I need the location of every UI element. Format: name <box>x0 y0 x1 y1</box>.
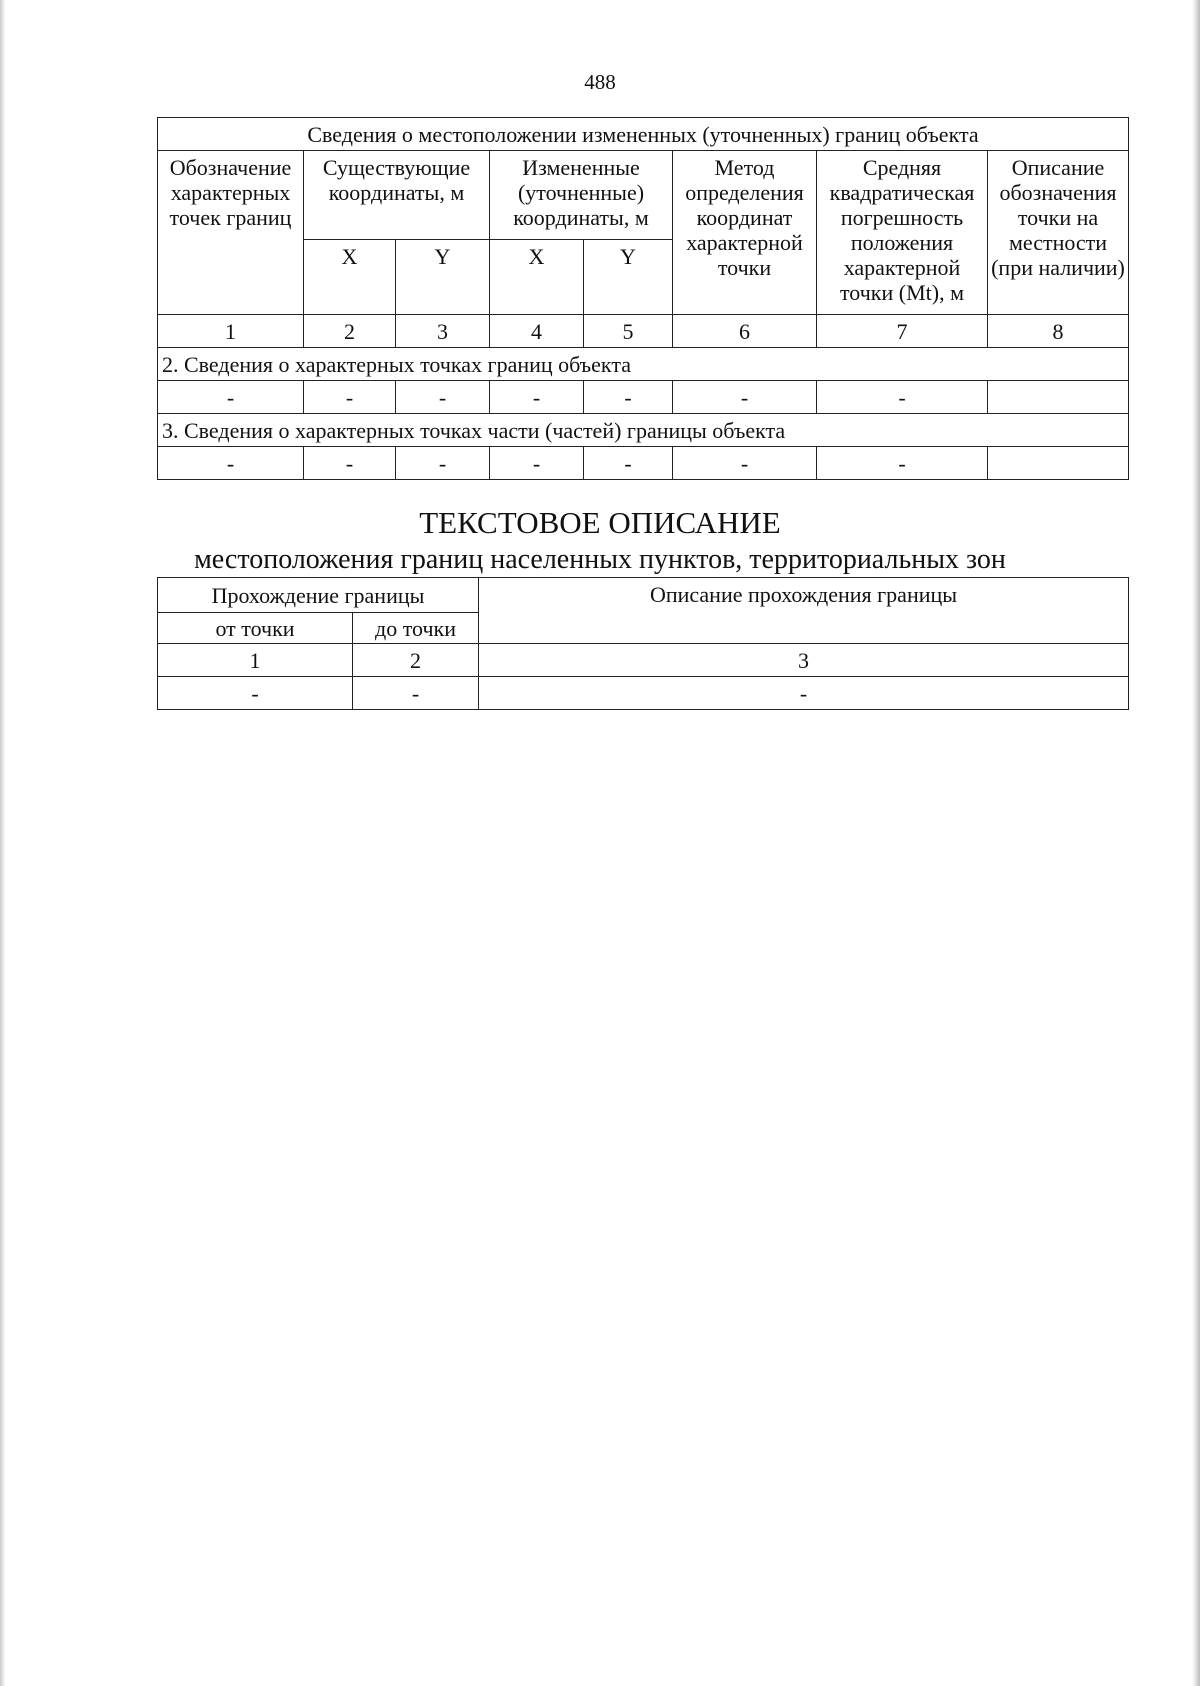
table-cell: - <box>158 447 304 480</box>
table-cell <box>988 447 1129 480</box>
table-cell: - <box>817 447 988 480</box>
column-number: 2 <box>304 315 396 348</box>
header-from-point: от точки <box>158 613 353 644</box>
header-mean-error: Средняя квадратическая погрешность положения характерной точки (Mt), м <box>817 151 988 315</box>
column-number: 3 <box>479 644 1129 677</box>
column-numbers-row <box>158 644 1129 677</box>
section-2-title-row <box>158 348 1129 381</box>
table-cell: - <box>817 381 988 414</box>
text-description-title: ТЕКСТОВОЕ ОПИСАНИЕ <box>419 505 781 540</box>
table-cell <box>988 381 1129 414</box>
table-row <box>158 447 1129 480</box>
table-cell: - <box>673 447 817 480</box>
description-table-header-row <box>158 578 1129 613</box>
table-row <box>158 381 1129 414</box>
header-existing-y: Y <box>396 240 490 315</box>
table-cell: - <box>396 447 490 480</box>
table-cell: - <box>158 677 353 710</box>
column-number: 8 <box>988 315 1129 348</box>
section-2-title: 2. Сведения о характерных точках границ объекта <box>158 348 1129 381</box>
table-row <box>158 677 1129 710</box>
section-3-title-row <box>158 414 1129 447</box>
table-cell: - <box>304 381 396 414</box>
table-cell: - <box>158 381 304 414</box>
column-number: 3 <box>396 315 490 348</box>
text-description-subtitle: местоположения границ населенных пунктов, территориальных зон <box>194 544 1006 575</box>
column-number: 7 <box>817 315 988 348</box>
table-cell: - <box>584 447 673 480</box>
header-method: Метод определения координат характерной точки <box>673 151 817 315</box>
column-number: 4 <box>490 315 584 348</box>
header-changed-coordinates: Измененные (уточненные) координаты, м <box>490 151 673 240</box>
table-cell: - <box>490 381 584 414</box>
column-number: 6 <box>673 315 817 348</box>
coordinates-table-title-row <box>158 118 1129 151</box>
column-number: 2 <box>353 644 479 677</box>
coordinates-table <box>157 117 1129 480</box>
table-cell: - <box>673 381 817 414</box>
header-designation: Обозначение характерных точек границ <box>158 151 304 315</box>
column-number: 1 <box>158 644 353 677</box>
coordinates-table-title: Сведения о местоположении измененных (уточненных) границ объекта <box>158 118 1129 151</box>
section-3-title: 3. Сведения о характерных точках части (частей) границы объекта <box>158 414 1129 447</box>
coordinates-table-header-row <box>158 151 1129 240</box>
table-cell: - <box>396 381 490 414</box>
table-cell: - <box>304 447 396 480</box>
table-cell: - <box>490 447 584 480</box>
header-changed-y: Y <box>584 240 673 315</box>
header-existing-x: X <box>304 240 396 315</box>
header-to-point: до точки <box>353 613 479 644</box>
table-cell: - <box>479 677 1129 710</box>
page-number: 488 <box>584 70 616 94</box>
header-changed-x: X <box>490 240 584 315</box>
column-numbers-row <box>158 315 1129 348</box>
header-existing-coordinates: Существующие координаты, м <box>304 151 490 240</box>
boundary-description-table <box>157 577 1129 710</box>
column-number: 1 <box>158 315 304 348</box>
table-cell: - <box>584 381 673 414</box>
header-point-description: Описание обозначения точки на местности (при наличии) <box>988 151 1129 315</box>
scan-edge-right <box>1192 0 1200 1686</box>
table-cell: - <box>353 677 479 710</box>
header-passage-description: Описание прохождения границы <box>479 578 1129 644</box>
header-boundary-passage: Прохождение границы <box>158 578 479 613</box>
column-number: 5 <box>584 315 673 348</box>
scan-edge-left <box>0 0 6 1686</box>
